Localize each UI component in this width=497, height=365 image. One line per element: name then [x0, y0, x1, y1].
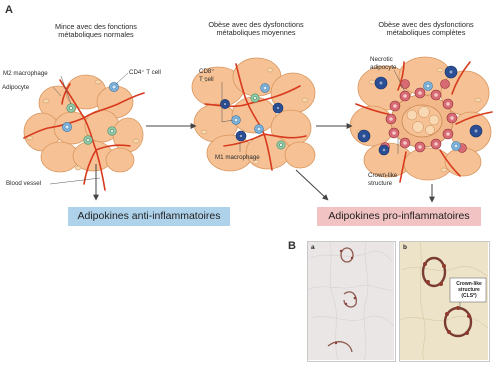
crown-like-structure-label-line1: Crown-like — [368, 172, 398, 179]
micrograph-a-label: a — [311, 244, 315, 251]
necrotic-adipocyte-label-line2: adipocyte — [370, 64, 397, 71]
cls-annotation-line3: (CLS*) — [461, 293, 477, 299]
panel-b-letter: B — [288, 240, 296, 252]
moderate-to-pro-arrow — [296, 170, 328, 200]
pro-inflammatory-adipokines-box: Adipokines pro-inflammatoires — [317, 207, 481, 226]
adipocyte-label: Adipocyte — [2, 84, 30, 91]
lean-adipocytes — [24, 75, 143, 172]
micrograph-b — [399, 241, 490, 362]
cd8-t-cell-label-line1: CD8⁺ — [199, 68, 215, 75]
stage-moderate-title: Obèse avec des dysfonctions métaboliques moyennes — [208, 20, 304, 38]
necrotic-adipocyte-label-line1: Necrotic — [370, 56, 393, 63]
cls-annotation-line2: structure — [458, 287, 480, 293]
cd8-t-cell-label-line2: T cell — [199, 76, 214, 83]
m2-macrophage-label: M2 macrophage — [3, 70, 48, 77]
micrograph-b-label: b — [403, 244, 407, 251]
micrograph-a — [307, 241, 396, 362]
anti-inflammatory-adipokines-box: Adipokines anti-inflammatoires — [68, 207, 230, 226]
lean-tissue — [24, 75, 144, 190]
severe-obese-tissue — [350, 57, 492, 182]
panel-a-letter: A — [5, 4, 13, 16]
stage-severe-title: Obèse avec des dysfonctions métaboliques complètes — [378, 20, 474, 38]
cls-annotation-line1: Crown-like — [456, 281, 482, 287]
m1-macrophage-label: M1 macrophage — [215, 154, 260, 161]
stage-lean-title: Mince avec des fonctions métaboliques normales — [55, 22, 137, 40]
blood-vessel-label: Blood vessel — [6, 180, 42, 187]
crown-like-structure-label-line2: structure — [368, 180, 393, 187]
cd4-t-cell-label: CD4⁺ T cell — [129, 69, 161, 76]
